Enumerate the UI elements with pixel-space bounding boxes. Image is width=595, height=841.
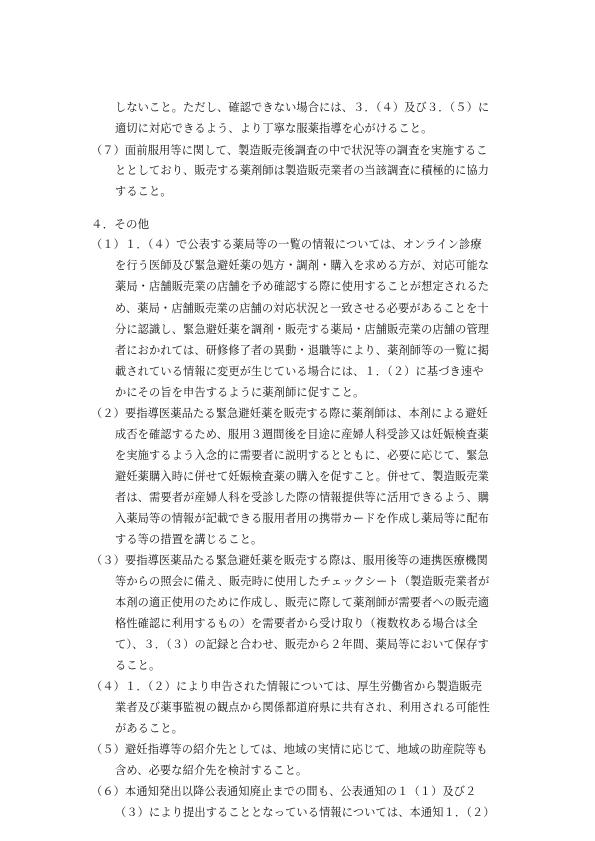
text-line: を行う医師及び緊急避妊薬の処方・調剤・購入を求める方が、対応可能な xyxy=(115,259,490,272)
text-line: 薬局・店舗販売業の店舗を予め確認する際に使用することが想定されるた xyxy=(115,280,490,293)
text-line: する等の措置を講じること。 xyxy=(115,533,263,546)
section-heading: ４．その他 xyxy=(91,217,150,231)
text-line: （１）１．（４）で公表する薬局等の一覧の情報については、オンライン診療 xyxy=(91,238,482,251)
text-line: があること。 xyxy=(115,722,184,735)
text-line: ととしており、販売する薬剤師は製造販売業者の当該調査に積極的に協力 xyxy=(115,164,490,177)
text-line: を実施するよう入念的に需要者に説明するとともに、必要に応じて、緊急 xyxy=(115,449,489,462)
text-line: （２）要指導医薬品たる緊急避妊薬を販売する際に薬剤師は、本剤による避妊 xyxy=(91,407,488,420)
text-line: 成否を確認するため、服用３週間後を目途に産婦人科受診又は妊娠検査薬 xyxy=(115,428,489,441)
text-line: （７）面前服用等に関して、製造販売後調査の中で状況等の調査を実施するこ xyxy=(91,144,488,157)
text-line: 入薬局等の情報が記載できる服用者用の携帯カードを作成し薬局等に配布 xyxy=(115,512,490,525)
text-line: て）、３．（３）の記録と合わせ、販売から２年間、薬局等において保存す xyxy=(115,638,489,651)
text-line: （６）本通知発出以降公表通知廃止までの間も、公表通知の１（１）及び２ xyxy=(91,785,477,798)
text-line: 適切に対応できるよう、より丁寧な服薬指導を心がけること。 xyxy=(115,122,433,135)
text-line: 者におかれては、研修修了者の異動・退職等により、薬剤師等の一覧に掲 xyxy=(115,344,490,357)
text-line: 業者及び薬事監視の観点から関係都道府県に共有され、利用される可能性 xyxy=(115,701,490,714)
text-line: （３）により提出することとなっている情報については、本通知１．（２） xyxy=(115,806,495,819)
text-line: かにその旨を申告するように薬剤師に促すこと。 xyxy=(115,386,365,399)
text-line: 含め、必要な紹介先を検討すること。 xyxy=(115,764,308,777)
text-line: （５）避妊指導等の紹介先としては、地域の実情に応じて、地域の助産院等も xyxy=(91,743,488,756)
text-line: 等からの照会に備え、販売時に使用したチェックシート（製造販売業者が xyxy=(115,575,490,588)
text-line: 格性確認に利用するもの）を需要者から受け取り（複数枚ある場合は全 xyxy=(115,617,478,630)
text-line: 分に認識し、緊急避妊薬を調剤・販売する薬局・店舗販売業の店舗の管理 xyxy=(115,323,490,336)
text-line: ること。 xyxy=(115,659,161,672)
text-line: （３）要指導医薬品たる緊急避妊薬を販売する際は、服用後等の連携医療機関 xyxy=(91,554,488,567)
text-line: 本剤の適正使用のために作成し、販売に際して薬剤師が需要者への販売適 xyxy=(115,596,490,609)
text-line: 者は、需要者が産婦人科を受診した際の情報提供等に活用できるよう、購 xyxy=(115,491,490,504)
text-line: め、薬局・店舗販売業の店舗の対応状況と一致させる必要があることを十 xyxy=(115,302,489,315)
text-line: 避妊薬購入時に併せて妊娠検査薬の購入を促すこと。併せて、製造販売業 xyxy=(115,470,489,483)
text-line: 載されている情報に変更が生じている場合には、１．（２）に基づき速や xyxy=(115,365,484,378)
text-line: すること。 xyxy=(115,185,172,198)
text-line: しないこと。ただし、確認できない場合には、３．（４）及び３．（５）に xyxy=(115,101,490,114)
text-line: （４）１．（２）により申告された情報については、厚生労働省から製造販売 xyxy=(91,680,482,693)
